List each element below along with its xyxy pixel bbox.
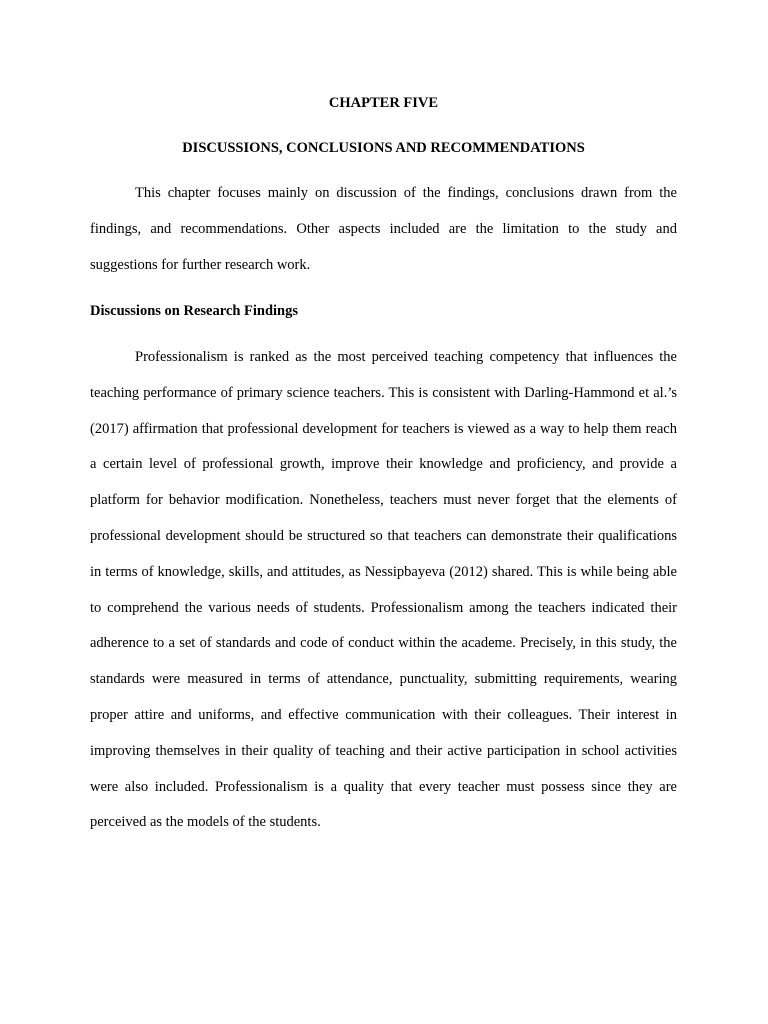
chapter-subtitle: DISCUSSIONS, CONCLUSIONS AND RECOMMENDATIONS bbox=[182, 140, 585, 156]
chapter-title: CHAPTER FIVE bbox=[328, 95, 439, 111]
intro-paragraph: This chapter focuses mainly on discussion of the findings, conclusions drawn from the findings, and recommendations. Other aspects included are the limitation to the study and suggestions for further research work. bbox=[90, 185, 677, 273]
section-heading: Discussions on Research Findings bbox=[90, 303, 299, 319]
findings-paragraph: Professionalism is ranked as the most perceived teaching competency that influences the teaching performance of primary science teachers. This is consistent with Darling-Hammond et al.’s (2017) affirmation that professional development for teachers is viewed as a way to help them reach a certain level of professional growth, improve their knowledge and proficiency, and provide a platform for behavior modification. Nonetheless, teachers must never forget that the elements of professional development should be structured so that teachers can demonstrate their qualifications in terms of knowledge, skills, and attitudes, as Nessipbayeva (2012) shared. This is while being able to comprehend the various needs of students. Professionalism among the teachers indicated their adherence to a set of standards and code of conduct within the academe. Precisely, in this study, the standards were measured in terms of attendance, punctuality, submitting requirements, wearing proper attire and uniforms, and effective communication with their colleagues. Their interest in improving themselves in their quality of teaching and their active participation in school activities were also included. Professionalism is a quality that every teacher must possess since they are perceived as the models of the students. bbox=[90, 349, 677, 831]
